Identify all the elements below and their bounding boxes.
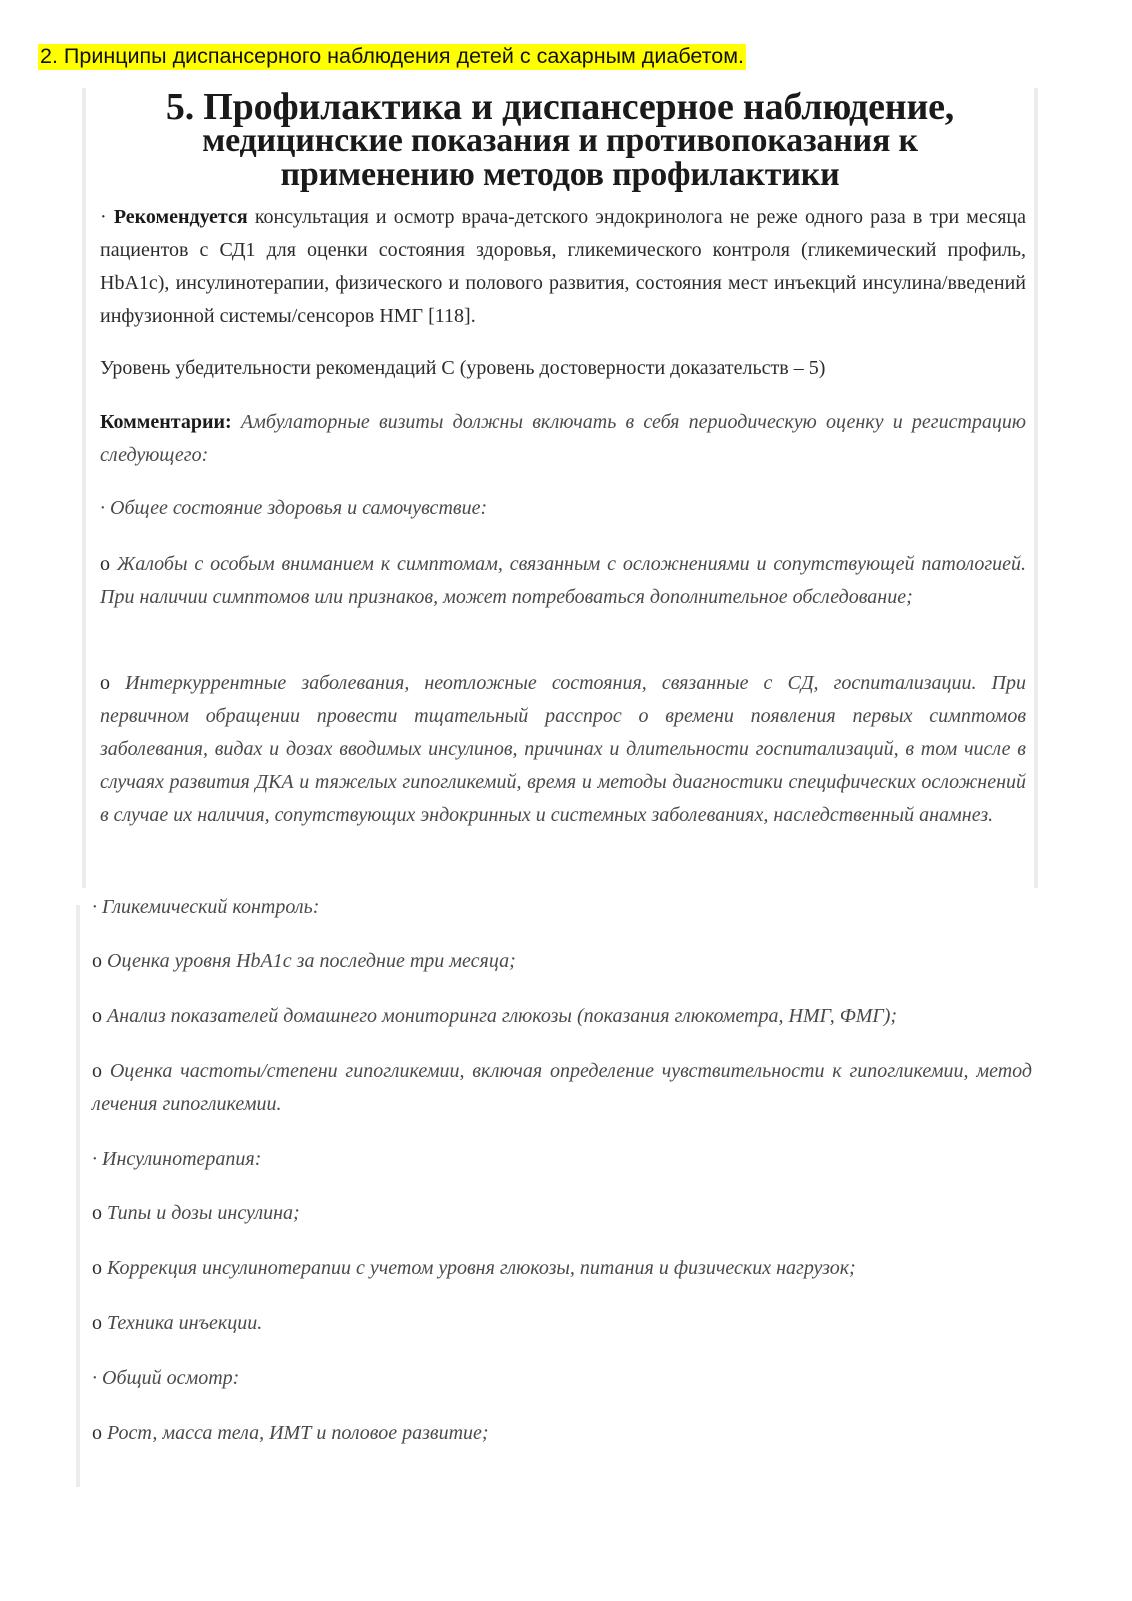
intercurrent-text: Интеркуррентные заболевания, неотложные состояния, связанные с СД, госпитализации. При первичном обращении провести тщательный расспрос о времени появления первых симптомов заболевания, видах и дозах вводимых инсулинов, причинах и длительности госпитализаций, в том числе в случаях развития ДКА и тяжелых гипогликемий, время и методы диагностики специфических осложнений в случае их наличия, сопутствующих эндокринных и системных заболеваниях, наследственный анамнез. [100,672,1026,826]
insulin-types-item [92,1197,1032,1230]
general-exam-text: Общий осмотр: [102,1367,240,1389]
section-block [82,88,1038,888]
sub-bullet-marker: o [92,1060,110,1082]
hypoglycemia-item [92,1055,1032,1121]
recommendation-text: консультация и осмотр врача-детского эндокринолога не реже одного раза в три месяца пациентов с СД1 для оценки состояния здоровья, гликемического контроля (гликемический профиль, HbA1c), инсулинотерапии, физического и полового развития, состояния мест инъекций инсулина/введений инфузионной системы/сенсоров НМГ [118]. [100,206,1026,327]
bullet-marker: · [92,1148,102,1170]
comment-paragraph [100,406,1026,472]
intercurrent-item [100,667,1026,832]
monitoring-item [92,1000,1032,1033]
complaints-text: Жалобы с особым вниманием к симптомам, связанным с осложнениями и сопутствующей патологией. При наличии симптомов или признаков, может потребоваться дополнительное обследование; [100,553,1027,608]
section-title-line-2: медицинские показания и противопоказания к [202,122,918,159]
bullet-marker: · [100,497,110,519]
hba1c-item [92,945,1032,978]
section-title [86,86,1034,193]
comment-label: Комментарии: [100,411,232,433]
recommendation-bold-label: Рекомендуется [113,206,248,228]
complaints-item [100,548,1026,614]
glycemic-control-item [92,891,1032,924]
sub-bullet-marker: o [92,950,107,972]
growth-item [92,1417,1032,1450]
general-state-item [100,492,1026,525]
hba1c-text: Оценка уровня HbA1c за последние три месяца; [107,950,516,972]
sub-bullet-marker: o [92,1257,107,1279]
general-state-text: Общее состояние здоровья и самочувствие: [110,497,488,519]
document-heading [38,42,746,70]
bullet-marker: · [92,896,102,918]
growth-text: Рост, масса тела, ИМТ и половое развитие; [107,1422,489,1444]
glycemic-control-text: Гликемический контроль: [102,896,320,918]
general-exam-item [92,1362,1032,1395]
insulin-therapy-item [92,1143,1032,1176]
injection-technique-item [92,1307,1032,1340]
continuation-block [76,896,1046,1487]
section-title-line-1: 5. Профилактика и диспансерное наблюдение, [165,86,955,128]
evidence-level: Уровень убедительности рекомендаций С (уровень достоверности доказательств – 5) [100,357,826,379]
insulin-correction-item [92,1252,1032,1285]
bullet-marker: · [92,1367,102,1389]
sub-bullet-marker: o [92,1422,107,1444]
sub-bullet-marker: o [100,672,126,694]
insulin-correction-text: Коррекция инсулинотерапии с учетом уровня глюкозы, питания и физических нагрузок; [107,1257,856,1279]
hypoglycemia-text: Оценка частоты/степени гипогликемии, включая определение чувствительности к гипогликемии, метод лечения гипогликемии. [92,1060,1032,1115]
monitoring-text: Анализ показателей домашнего мониторинга глюкозы (показания глюкометра, НМГ, ФМГ); [107,1005,898,1027]
sub-bullet-marker: o [92,1202,107,1224]
sub-bullet-marker: o [92,1005,107,1027]
bullet-marker: · [100,206,114,228]
recommendation-paragraph [100,201,1026,333]
comment-text: Амбулаторные визиты должны включать в себя периодическую оценку и регистрацию следующего: [100,411,1026,466]
highlighted-heading-text: 2. Принципы диспансерного наблюдения детей с сахарным диабетом. [40,44,744,68]
sub-bullet-marker: o [92,1312,107,1334]
insulin-therapy-text: Инсулинотерапия: [102,1148,262,1170]
sub-bullet-marker: o [100,553,117,575]
injection-technique-text: Техника инъекции. [107,1312,263,1334]
insulin-types-text: Типы и дозы инсулина; [107,1202,300,1224]
section-title-line-3: применению методов профилактики [280,156,840,193]
